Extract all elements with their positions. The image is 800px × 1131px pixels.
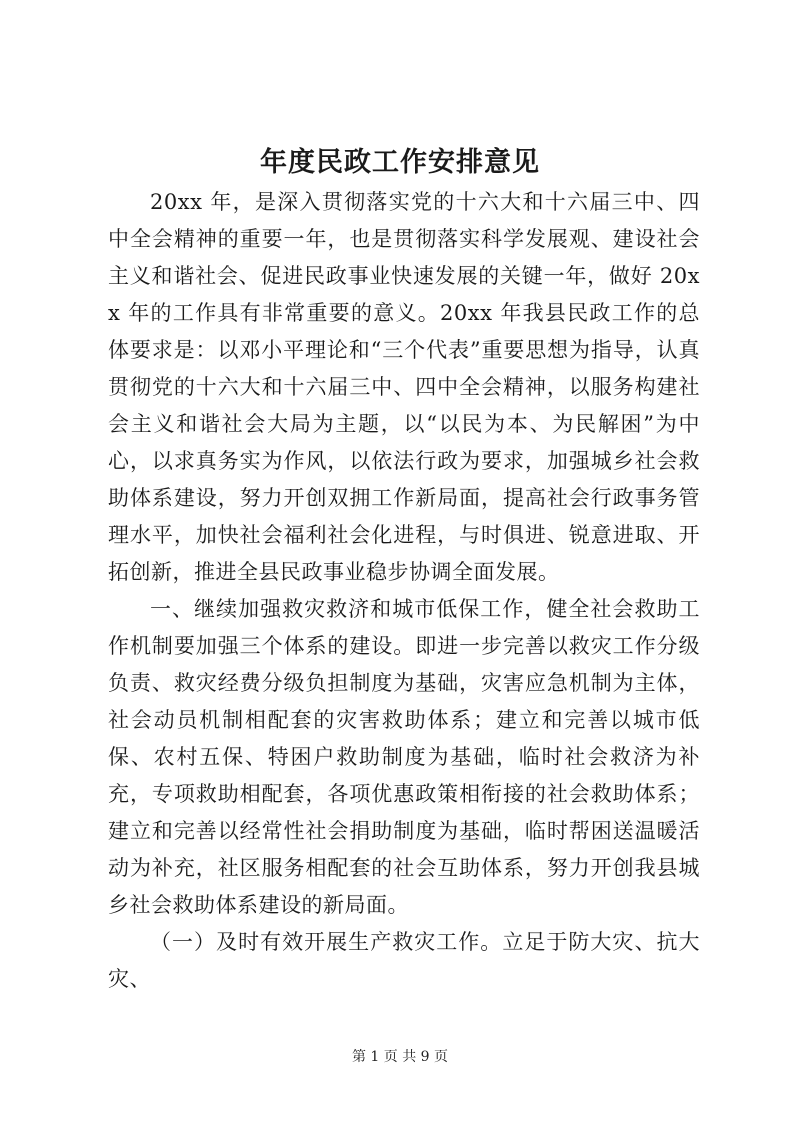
paragraph-subsection-1: （一）及时有效开展生产救灾工作。立足于防大灾、抗大灾、 (108, 930, 700, 991)
document-body (108, 184, 700, 998)
paragraph-intro: 20xx 年，是深入贯彻落实党的十六大和十六届三中、四中全会精神的重要一年，也是贯彻落实科学发展观、建设社会主义和谐社会、促进民政事业快速发展的关键一年，做好 20xx 年的工作具有非常重要的意义。20xx 年我县民政工作的总体要求是：以邓小平理论和“三个代表”重要思想为指导，认真贯彻党的十六大和十六届三中、四中全会精神，以服务构建社会主义和谐社会大局为主题，以“以民为本、为民解困”为中心，以求真务实为作风，以依法行政为要求，加强城乡社会救助体系建设，努力开创双拥工作新局面，提高社会行政事务管理水平，加快社会福利社会化进程，与时俱进、锐意进取、开拓创新，推进全县民政事业稳步协调全面发展。 (108, 190, 700, 584)
page-number-footer: 第 1 页 共 9 页 (351, 1049, 449, 1065)
document-title: 年度民政工作安排意见 (260, 147, 540, 178)
paragraph-section-1: 一、继续加强救灾救济和城市低保工作，健全社会救助工作机制要加强三个体系的建设。即进一步完善以救灾工作分级负责、救灾经费分级负担制度为基础，灾害应急机制为主体，社会动员机制相配套的灾害救助体系；建立和完善以城市低保、农村五保、特困户救助制度为基础，临时社会救济为补充，专项救助相配套，各项优惠政策相衔接的社会救助体系；建立和完善以经常性社会捐助制度为基础，临时帮困送温暖活动为补充，社区服务相配套的社会互助体系，努力开创我县城乡社会救助体系建设的新局面。 (108, 597, 700, 917)
